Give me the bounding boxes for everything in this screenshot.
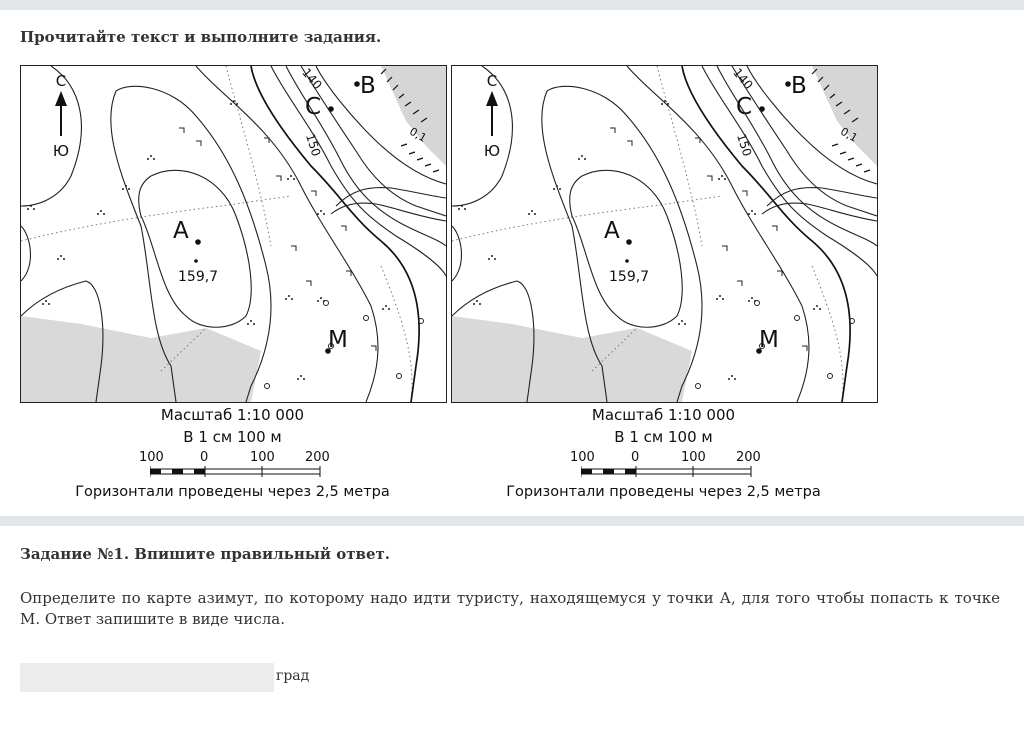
map-feature bbox=[751, 210, 753, 212]
point-b-label: В bbox=[791, 73, 807, 99]
scale-bar bbox=[150, 466, 325, 478]
map-feature bbox=[27, 208, 29, 210]
map-feature bbox=[661, 103, 663, 105]
map-feature bbox=[696, 384, 701, 389]
map-feature bbox=[718, 178, 720, 180]
map-feature bbox=[293, 178, 295, 180]
section-divider bbox=[0, 516, 1024, 526]
map-feature bbox=[464, 208, 466, 210]
map-feature bbox=[748, 213, 750, 215]
map-feature bbox=[581, 155, 583, 157]
map-feature bbox=[458, 208, 460, 210]
map-feature bbox=[476, 300, 478, 302]
topographic-map-right bbox=[451, 65, 878, 403]
north-arrow-icon bbox=[486, 91, 498, 136]
map-feature bbox=[626, 239, 632, 245]
scale-tick-label: 0 bbox=[200, 450, 209, 465]
map-feature bbox=[300, 375, 302, 377]
map-feature bbox=[724, 178, 726, 180]
map-feature bbox=[553, 188, 555, 190]
map-feature bbox=[819, 308, 821, 310]
map-feature bbox=[324, 301, 329, 306]
marsh-area bbox=[381, 66, 446, 166]
map-feature bbox=[584, 158, 586, 160]
map-feature bbox=[559, 188, 561, 190]
map-feature bbox=[486, 91, 498, 106]
map-feature bbox=[759, 106, 765, 112]
map-feature bbox=[303, 378, 305, 380]
map-feature bbox=[290, 175, 292, 177]
map-feature bbox=[785, 81, 791, 87]
point-c-label: С bbox=[736, 94, 753, 120]
map-feature bbox=[627, 141, 632, 146]
map-feature bbox=[772, 226, 777, 231]
map-feature bbox=[452, 226, 461, 281]
map-feature bbox=[719, 295, 721, 297]
map-feature bbox=[55, 91, 67, 106]
map-feature bbox=[264, 138, 269, 143]
marsh-depth-label: 0,1 bbox=[407, 124, 429, 145]
point-b-label: В bbox=[360, 73, 376, 99]
map-feature bbox=[128, 188, 130, 190]
map-feature bbox=[230, 103, 232, 105]
map-feature bbox=[461, 205, 463, 207]
topographic-map-left bbox=[20, 65, 447, 403]
map-feature bbox=[742, 191, 747, 196]
map-feature bbox=[734, 378, 736, 380]
map-feature bbox=[777, 271, 782, 276]
map-feature bbox=[328, 106, 334, 112]
map-feature bbox=[103, 213, 105, 215]
map-feature bbox=[534, 213, 536, 215]
map-feature bbox=[751, 297, 753, 299]
dotted-path bbox=[452, 196, 722, 241]
map-feature bbox=[364, 316, 369, 321]
point-m-label: М bbox=[759, 327, 779, 353]
map-feature bbox=[288, 295, 290, 297]
point-m-label: М bbox=[328, 327, 348, 353]
map-feature bbox=[578, 158, 580, 160]
map-feature bbox=[336, 188, 446, 206]
task-text: Определите по карте азимут, по которому надо идти туристу, находящемуся у точки А, для того чтобы попасть к точке М. Ответ запишите в виде числа. bbox=[20, 589, 1000, 628]
map-feature bbox=[236, 103, 238, 105]
map-feature bbox=[21, 66, 81, 206]
scale-bar bbox=[581, 466, 756, 478]
map-feature bbox=[100, 210, 102, 212]
map-feature bbox=[748, 300, 750, 302]
map-feature bbox=[828, 374, 833, 379]
map-feature bbox=[320, 297, 322, 299]
map-feature bbox=[194, 259, 198, 263]
map-feature bbox=[371, 346, 376, 351]
map-feature bbox=[684, 323, 686, 325]
map-feature bbox=[122, 188, 124, 190]
map-feature bbox=[479, 303, 481, 305]
scale-title: Масштаб 1:10 000 bbox=[160, 406, 305, 424]
map-feature bbox=[716, 298, 718, 300]
map-feature bbox=[494, 258, 496, 260]
marsh-area bbox=[812, 66, 877, 166]
dotted-path bbox=[812, 266, 843, 402]
map-feature bbox=[681, 320, 683, 322]
marsh-depth-label: 0,1 bbox=[838, 124, 860, 145]
map-feature bbox=[737, 281, 742, 286]
field-area bbox=[21, 316, 261, 402]
map-feature bbox=[247, 323, 249, 325]
map-feature bbox=[762, 203, 877, 221]
map-feature bbox=[452, 66, 512, 206]
map-feature bbox=[695, 138, 700, 143]
map-feature bbox=[755, 301, 760, 306]
map-feature bbox=[21, 226, 30, 281]
scale-tick-label: 100 bbox=[139, 450, 164, 465]
map-feature bbox=[767, 188, 877, 206]
map-feature bbox=[45, 300, 47, 302]
north-label: С bbox=[55, 72, 67, 90]
map-feature bbox=[667, 103, 669, 105]
map-feature bbox=[63, 258, 65, 260]
top-divider bbox=[0, 0, 1024, 10]
map-feature bbox=[57, 258, 59, 260]
map-feature bbox=[382, 308, 384, 310]
map-feature bbox=[196, 141, 201, 146]
contour-label-150: 150 bbox=[302, 131, 324, 159]
scale-tick-label: 100 bbox=[250, 450, 275, 465]
map-feature bbox=[491, 255, 493, 257]
point-c-label: С bbox=[305, 94, 322, 120]
contour-interval-note: Горизонтали проведены через 2,5 метра bbox=[506, 484, 821, 500]
scale-tick-label: 200 bbox=[305, 450, 330, 465]
map-feature bbox=[276, 176, 281, 181]
north-label: С bbox=[486, 72, 498, 90]
scale-tick-label: 100 bbox=[570, 450, 595, 465]
map-feature bbox=[311, 191, 316, 196]
elevation-label: 159,7 bbox=[609, 269, 650, 285]
instruction-text: Прочитайте текст и выполните задания. bbox=[20, 28, 382, 46]
map-feature bbox=[297, 378, 299, 380]
south-label: Ю bbox=[52, 142, 70, 160]
map-feature bbox=[678, 323, 680, 325]
map-feature bbox=[346, 271, 351, 276]
map-feature bbox=[610, 128, 615, 133]
map-feature bbox=[33, 208, 35, 210]
map-feature bbox=[179, 128, 184, 133]
point-a-label: А bbox=[604, 218, 620, 244]
map-feature bbox=[341, 226, 346, 231]
map-feature bbox=[306, 281, 311, 286]
map-feature bbox=[721, 175, 723, 177]
answer-input[interactable] bbox=[20, 663, 274, 692]
contour-label-150: 150 bbox=[733, 131, 755, 159]
map-feature bbox=[354, 81, 360, 87]
map-feature bbox=[722, 246, 727, 251]
map-feature bbox=[60, 255, 62, 257]
map-feature bbox=[291, 298, 293, 300]
map-feature bbox=[795, 316, 800, 321]
map-feature bbox=[728, 378, 730, 380]
map-feature bbox=[30, 205, 32, 207]
north-arrow-icon bbox=[55, 91, 67, 136]
map-feature bbox=[816, 305, 818, 307]
map-feature bbox=[625, 259, 629, 263]
map-feature bbox=[285, 298, 287, 300]
map-feature bbox=[317, 213, 319, 215]
dotted-path bbox=[381, 266, 412, 402]
map-feature bbox=[531, 210, 533, 212]
dotted-path bbox=[226, 66, 271, 246]
map-feature bbox=[397, 374, 402, 379]
map-feature bbox=[664, 100, 666, 102]
map-feature bbox=[323, 213, 325, 215]
map-feature bbox=[97, 213, 99, 215]
map-feature bbox=[722, 298, 724, 300]
map-feature bbox=[731, 375, 733, 377]
map-feature bbox=[150, 155, 152, 157]
map-feature bbox=[388, 308, 390, 310]
contour-label-140: 140 bbox=[730, 66, 756, 93]
scale-title: Масштаб 1:10 000 bbox=[591, 406, 736, 424]
map-feature bbox=[473, 303, 475, 305]
map-feature bbox=[147, 158, 149, 160]
map-feature bbox=[153, 158, 155, 160]
map-feature bbox=[48, 303, 50, 305]
contour-label-140: 140 bbox=[299, 66, 325, 93]
scale-subtitle: В 1 см 100 м bbox=[614, 428, 713, 446]
map-feature bbox=[707, 176, 712, 181]
map-feature bbox=[265, 384, 270, 389]
map-feature bbox=[488, 258, 490, 260]
map-feature bbox=[556, 185, 558, 187]
map-feature bbox=[331, 203, 446, 221]
map-feature bbox=[802, 346, 807, 351]
scale-subtitle: В 1 см 100 м bbox=[183, 428, 282, 446]
south-label: Ю bbox=[483, 142, 501, 160]
field-area bbox=[452, 316, 692, 402]
map-feature bbox=[125, 185, 127, 187]
map-feature bbox=[813, 308, 815, 310]
map-feature bbox=[385, 305, 387, 307]
map-feature bbox=[528, 213, 530, 215]
map-feature bbox=[139, 170, 252, 327]
map-feature bbox=[287, 178, 289, 180]
task-title: Задание №1. Впишите правильный ответ. bbox=[20, 545, 391, 563]
map-feature bbox=[317, 300, 319, 302]
map-feature bbox=[320, 210, 322, 212]
scale-tick-label: 100 bbox=[681, 450, 706, 465]
map-feature bbox=[253, 323, 255, 325]
map-feature bbox=[195, 239, 201, 245]
map-feature bbox=[754, 213, 756, 215]
dotted-path bbox=[657, 66, 702, 246]
scale-tick-label: 200 bbox=[736, 450, 761, 465]
contour-interval-note: Горизонтали проведены через 2,5 метра bbox=[75, 484, 390, 500]
map-feature bbox=[42, 303, 44, 305]
point-a-label: А bbox=[173, 218, 189, 244]
elevation-label: 159,7 bbox=[178, 269, 219, 285]
scale-tick-label: 0 bbox=[631, 450, 640, 465]
map-feature bbox=[250, 320, 252, 322]
map-feature bbox=[233, 100, 235, 102]
map-feature bbox=[570, 170, 683, 327]
map-feature bbox=[291, 246, 296, 251]
answer-unit: град bbox=[276, 668, 310, 684]
dotted-path bbox=[21, 196, 291, 241]
